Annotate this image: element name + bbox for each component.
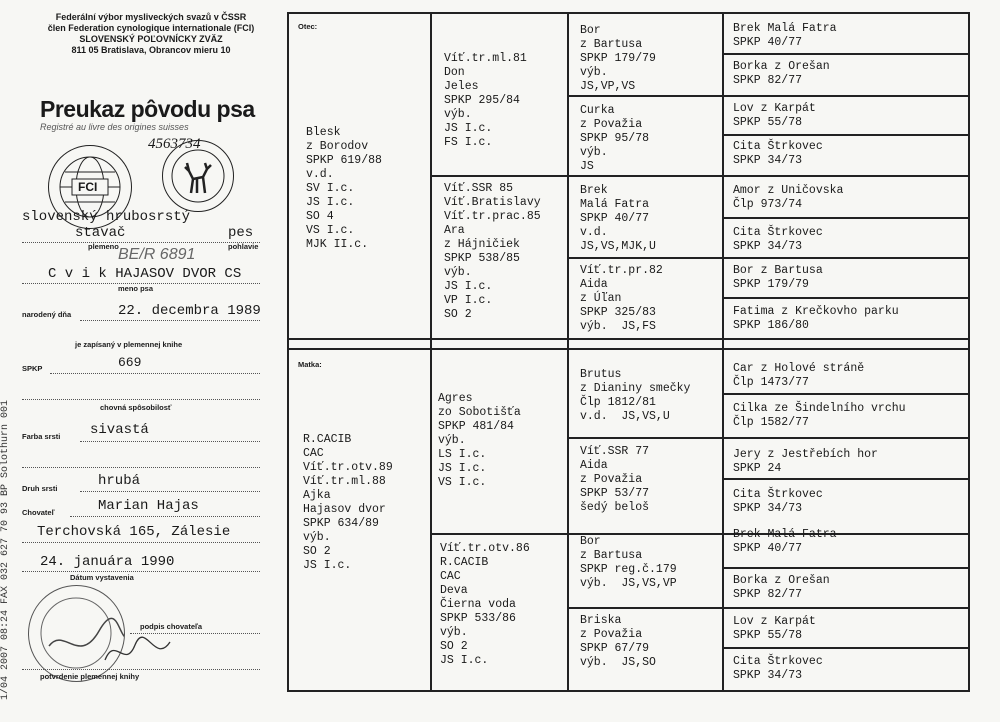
fax-stamp-strip xyxy=(0,70,14,710)
dam-sire-sire: Brutus z Dianiny smečky Člp 1812/81 v.d. JS,VS,U xyxy=(580,368,691,423)
divider xyxy=(22,398,260,400)
coat-type: hrubá xyxy=(98,473,141,489)
ancestor-4: Jery z Jestřebích hor SPKP 24 xyxy=(733,448,878,475)
dam-dam: Víť.tr.otv.86 R.CACIB CAC Deva Čierna voda SPKP 533/86 výb. SO 2 JS I.c. xyxy=(440,542,530,667)
ancestor-4: Cita Štrkovec SPKP 34/73 xyxy=(733,226,823,253)
sire-sire: Víť.tr.ml.81 Don Jeles SPKP 295/84 výb. JS I.c. FS I.c. xyxy=(444,52,527,149)
sire-dam: Víť.SSR 85 Víť.Bratislavy Víť.tr.prac.85 Ara z Hájničiek SPKP 538/85 výb. JS I.c. VP I.c. SO 2 xyxy=(444,182,541,321)
ancestor-4: Amor z Uničovska Člp 973/74 xyxy=(733,184,844,211)
grid-line xyxy=(430,175,970,177)
coat-type-label: Druh srsti xyxy=(22,484,58,493)
hunting-union-seal-icon xyxy=(162,140,234,212)
studbook-confirmation-label: potvrdenie plemennej knihy xyxy=(40,672,140,681)
grid-line xyxy=(722,478,970,480)
spkp-number: 669 xyxy=(118,355,142,370)
born-date: 22. decembra 1989 xyxy=(118,303,261,319)
sire-dam-dam: Víť.tr.pr.82 Aida z Úľan SPKP 325/83 výb. JS,FS xyxy=(580,264,663,333)
certificate-title: Preukaz pôvodu psa xyxy=(40,96,255,122)
divider xyxy=(130,632,260,634)
spkp-label: SPKP xyxy=(22,364,43,373)
plemeno-label: plemeno xyxy=(88,242,119,251)
divider xyxy=(70,515,260,517)
divider xyxy=(80,440,260,442)
grid-line xyxy=(722,297,970,299)
divider xyxy=(22,668,260,670)
ancestor-4: Cilka ze Šindelního vrchu Člp 1582/77 xyxy=(733,402,906,429)
signature-icon xyxy=(100,630,180,670)
issuer-header xyxy=(20,12,282,56)
registration-number: 4563734 xyxy=(148,136,201,152)
grid-line xyxy=(722,217,970,219)
ancestor-4: Fatima z Krečkovho parku SPKP 186/80 xyxy=(733,305,899,332)
breeder-signature-label: podpis chovateľa xyxy=(140,622,203,631)
dam-sire-dam: Víť.SSR 77 Aida z Považia SPKP 53/77 šedý beloš xyxy=(580,445,650,514)
sire-sire-sire: Bor z Bartusa SPKP 179/79 výb. JS,VP,VS xyxy=(580,24,656,93)
header-line-3: SLOVENSKÝ POĽOVNÍCKY ZVÄZ xyxy=(79,34,223,44)
ancestor-4: Borka z Orešan SPKP 82/77 xyxy=(733,574,830,601)
grid-line xyxy=(430,12,432,692)
dam-dam-sire: Bor z Bartusa SPKP reg.č.179 výb. JS,VS,VP xyxy=(580,535,677,590)
dam: R.CACIB CAC Víť.tr.otv.89 Víť.tr.ml.88 Ajka Hajasov dvor SPKP 634/89 výb. SO 2 JS I.c. xyxy=(303,433,393,572)
sire-sire-dam: Curka z Považia SPKP 95/78 výb. JS xyxy=(580,104,650,173)
breed-line-2: stavač xyxy=(75,225,126,241)
grid-line xyxy=(567,437,970,439)
mother-tag: Matka: xyxy=(298,360,322,369)
dam-dam-dam: Briska z Považia SPKP 67/79 výb. JS,SO xyxy=(580,614,656,669)
fax-stamp: 1/04 2007 08:24 FAX 032 627 70 93 BP Solothurn 001 xyxy=(0,399,11,700)
coat-color: sivastá xyxy=(90,422,149,438)
plemeno-code: BE/R 6891 xyxy=(118,246,196,263)
divider xyxy=(22,241,260,243)
ancestor-4: Car z Holové stráně Člp 1473/77 xyxy=(733,362,865,389)
ancestor-4: Cita Štrkovec SPKP 34/73 xyxy=(733,655,823,682)
grid-line xyxy=(722,647,970,649)
father-tag: Otec: xyxy=(298,22,318,31)
divider xyxy=(22,570,260,572)
divider xyxy=(80,490,260,492)
dog-name-label: meno psa xyxy=(118,284,154,293)
ancestor-4: Brek Malá Fatra SPKP 40/77 xyxy=(733,22,837,49)
ancestor-4: Cita Štrkovec SPKP 34/73 xyxy=(733,488,823,515)
pohlavie-label: pohlavie xyxy=(228,242,259,251)
ancestor-4: Bor z Bartusa SPKP 179/79 xyxy=(733,264,823,291)
grid-line xyxy=(287,348,970,350)
sex: pes xyxy=(228,225,254,241)
sire: Blesk z Borodov SPKP 619/88 v.d. SV I.c. JS I.c. SO 4 VS I.c. MJK II.c. xyxy=(306,126,382,251)
divider xyxy=(80,319,260,321)
grid-line xyxy=(722,134,970,136)
issue-date: 24. januára 1990 xyxy=(40,554,175,570)
divider xyxy=(50,372,260,374)
registered-label: je zapísaný v plemennej knihe xyxy=(75,340,183,349)
breeder-address: Terchovská 165, Zálesie xyxy=(37,524,231,540)
grid-line xyxy=(430,533,970,535)
grid-line xyxy=(567,95,970,97)
breeding-fitness-label: chovná spôsobilosť xyxy=(100,403,172,412)
dam-sire: Agres zo Sobotišťa SPKP 481/84 výb. LS I.c. JS I.c. VS I.c. xyxy=(438,392,521,489)
grid-line xyxy=(287,338,970,340)
breed: slovenský hrubosrstý xyxy=(22,209,191,225)
grid-line xyxy=(567,12,569,692)
header-line-1: Federální výbor mysliveckých svazů v ČSSR xyxy=(55,12,247,22)
dog-name: C v i k HAJASOV DVOR CS xyxy=(48,266,242,282)
color-label: Farba srsti xyxy=(22,432,61,441)
ancestor-4: Cita Štrkovec SPKP 34/73 xyxy=(733,140,823,167)
grid-line xyxy=(722,12,724,692)
born-label: narodený dňa xyxy=(22,310,72,319)
fci-label: FCI xyxy=(78,180,98,194)
breeder-label: Chovateľ xyxy=(22,508,55,517)
ancestor-4: Borka z Orešan SPKP 82/77 xyxy=(733,60,830,87)
grid-line xyxy=(722,393,970,395)
ancestor-4: Brek Malá Fatra SPKP 40/77 xyxy=(733,528,837,555)
header-line-2: člen Federation cynologique internationale (FCI) xyxy=(47,23,255,33)
divider xyxy=(22,466,260,468)
grid-line xyxy=(567,607,970,609)
ancestor-4: Lov z Karpát SPKP 55/78 xyxy=(733,615,816,642)
grid-line xyxy=(722,567,970,569)
ancestor-4: Lov z Karpát SPKP 55/78 xyxy=(733,102,816,129)
grid-line xyxy=(567,257,970,259)
header-line-4: 811 05 Bratislava, Obrancov mieru 10 xyxy=(71,45,231,55)
breeder-name: Marian Hajas xyxy=(98,498,199,514)
grid-line xyxy=(722,53,970,55)
issue-date-label: Dátum vystavenia xyxy=(70,573,134,582)
divider xyxy=(22,541,260,543)
sire-dam-sire: Brek Malá Fatra SPKP 40/77 v.d. JS,VS,MJK,U xyxy=(580,184,656,253)
certificate-subtitle: Registré au livre des origines suisses xyxy=(40,122,189,132)
